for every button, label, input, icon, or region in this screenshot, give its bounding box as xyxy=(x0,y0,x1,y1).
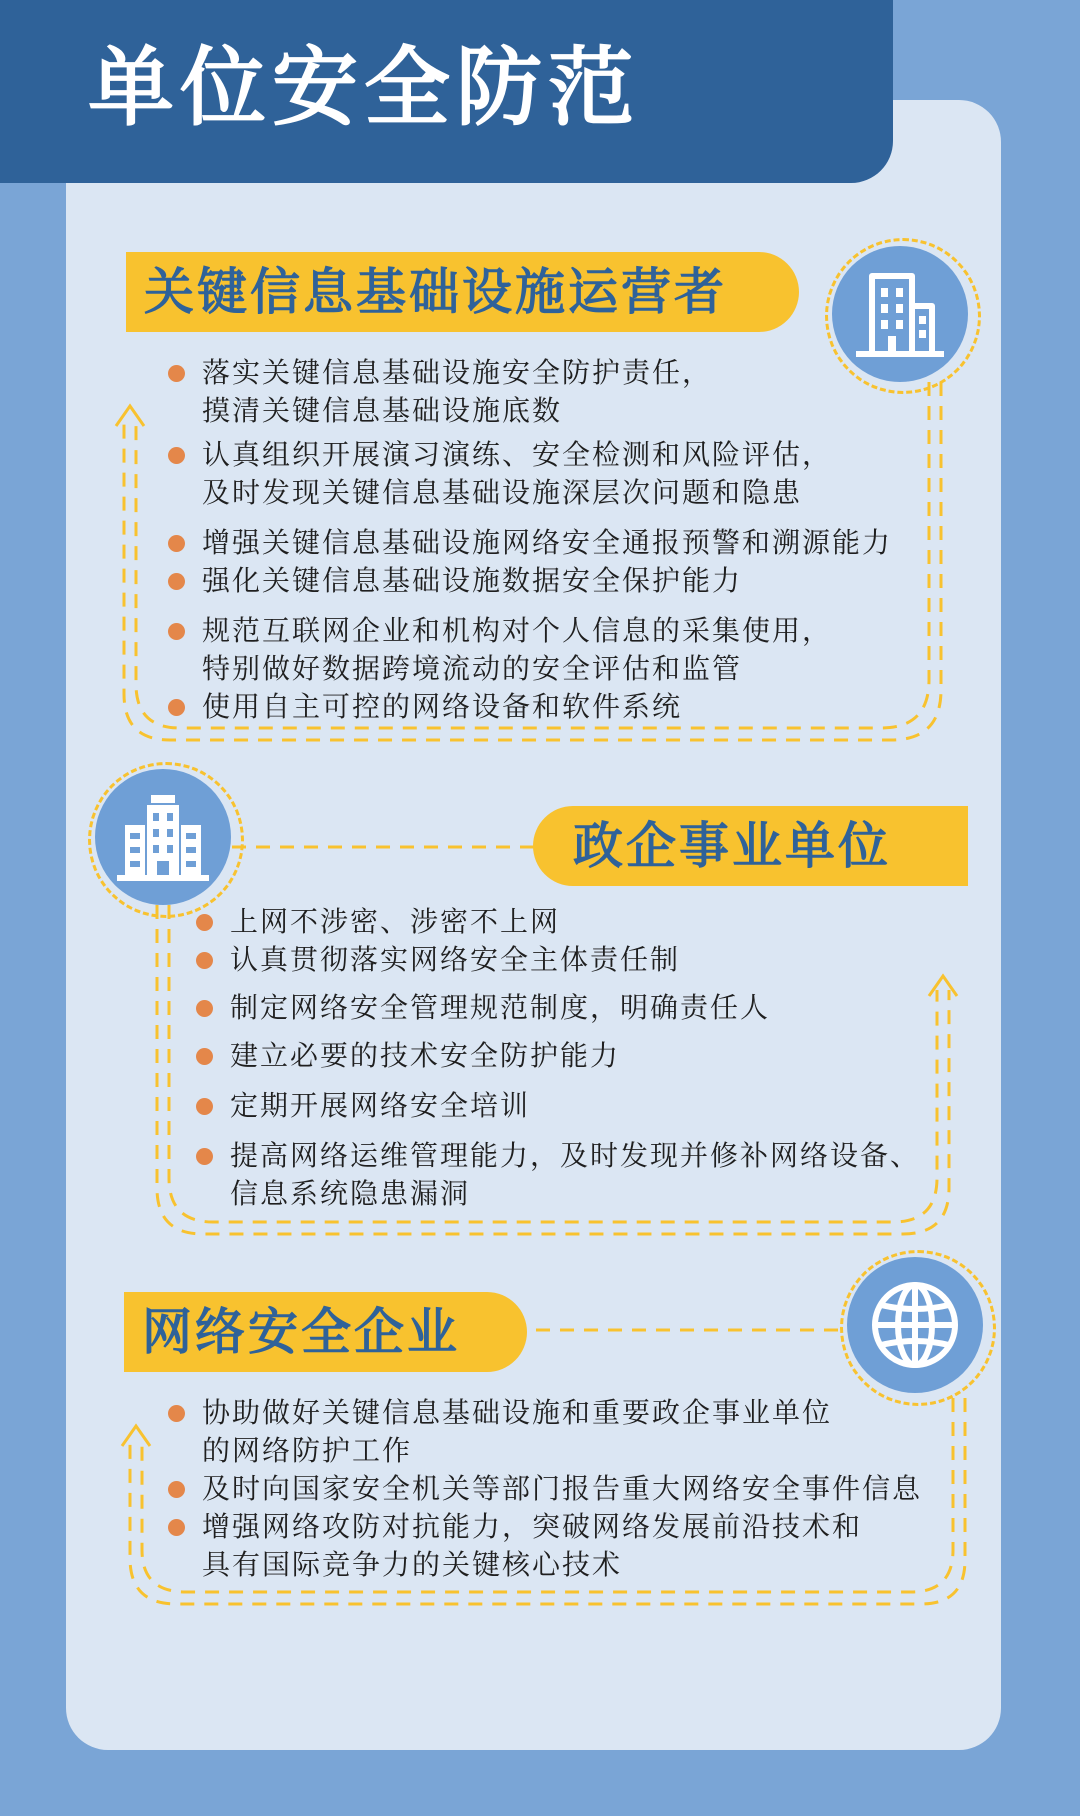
item-line: 及时向国家安全机关等部门报告重大网络安全事件信息 xyxy=(202,1472,923,1505)
list-item xyxy=(168,524,892,562)
item-line: 定期开展网络安全培训 xyxy=(230,1089,531,1122)
item-line: 规范互联网企业和机构对个人信息的采集使用， xyxy=(202,614,833,647)
item-line: 提高网络运维管理能力，及时发现并修补网络设备、 xyxy=(230,1139,921,1172)
section-title-banner xyxy=(533,806,968,886)
list-item xyxy=(196,989,920,1027)
item-line: 落实关键信息基础设施安全防护责任， xyxy=(202,356,713,389)
globe-icon xyxy=(847,1257,983,1393)
item-line: 上网不涉密、涉密不上网 xyxy=(230,905,561,938)
item-line: 制定网络安全管理规范制度，明确责任人 xyxy=(230,991,771,1024)
item-line: 及时发现关键信息基础设施深层次问题和隐患 xyxy=(202,476,803,509)
section-title: 政企事业单位 xyxy=(573,816,891,875)
item-list xyxy=(168,1394,922,1584)
item-line: 具有国际竞争力的关键核心技术 xyxy=(202,1548,623,1581)
list-item xyxy=(168,354,892,430)
government-building-icon xyxy=(95,769,231,905)
list-item xyxy=(168,562,892,600)
item-list xyxy=(196,903,920,1213)
page-title: 单位安全防范 xyxy=(88,37,640,138)
item-line: 摸清关键信息基础设施底数 xyxy=(202,394,563,427)
list-item xyxy=(168,612,892,688)
section-title: 关键信息基础设施运营者 xyxy=(144,262,727,321)
list-item xyxy=(168,436,892,512)
list-item xyxy=(196,903,920,941)
item-line: 建立必要的技术安全防护能力 xyxy=(230,1039,621,1072)
item-line: 信息系统隐患漏洞 xyxy=(230,1177,471,1210)
list-item xyxy=(196,941,920,979)
item-list xyxy=(168,354,892,726)
item-line: 使用自主可控的网络设备和软件系统 xyxy=(202,690,683,723)
list-item xyxy=(168,1470,922,1508)
item-line: 认真贯彻落实网络安全主体责任制 xyxy=(230,943,681,976)
section-title-banner xyxy=(126,252,799,332)
item-line: 协助做好关键信息基础设施和重要政企事业单位 xyxy=(202,1396,833,1429)
list-item xyxy=(196,1137,920,1213)
section-title: 网络安全企业 xyxy=(142,1302,460,1361)
list-item xyxy=(196,1087,920,1125)
item-line: 认真组织开展演习演练、安全检测和风险评估， xyxy=(202,438,833,471)
list-item xyxy=(168,1508,922,1584)
header-band xyxy=(0,0,893,183)
item-line: 增强网络攻防对抗能力，突破网络发展前沿技术和 xyxy=(202,1510,863,1543)
item-line: 增强关键信息基础设施网络安全通报预警和溯源能力 xyxy=(202,526,893,559)
list-item xyxy=(168,688,892,726)
item-line: 强化关键信息基础设施数据安全保护能力 xyxy=(202,564,743,597)
item-line: 的网络防护工作 xyxy=(202,1434,413,1467)
list-item xyxy=(196,1037,920,1075)
item-line: 特别做好数据跨境流动的安全评估和监管 xyxy=(202,652,743,685)
list-item xyxy=(168,1394,922,1470)
section-title-banner xyxy=(124,1292,527,1372)
